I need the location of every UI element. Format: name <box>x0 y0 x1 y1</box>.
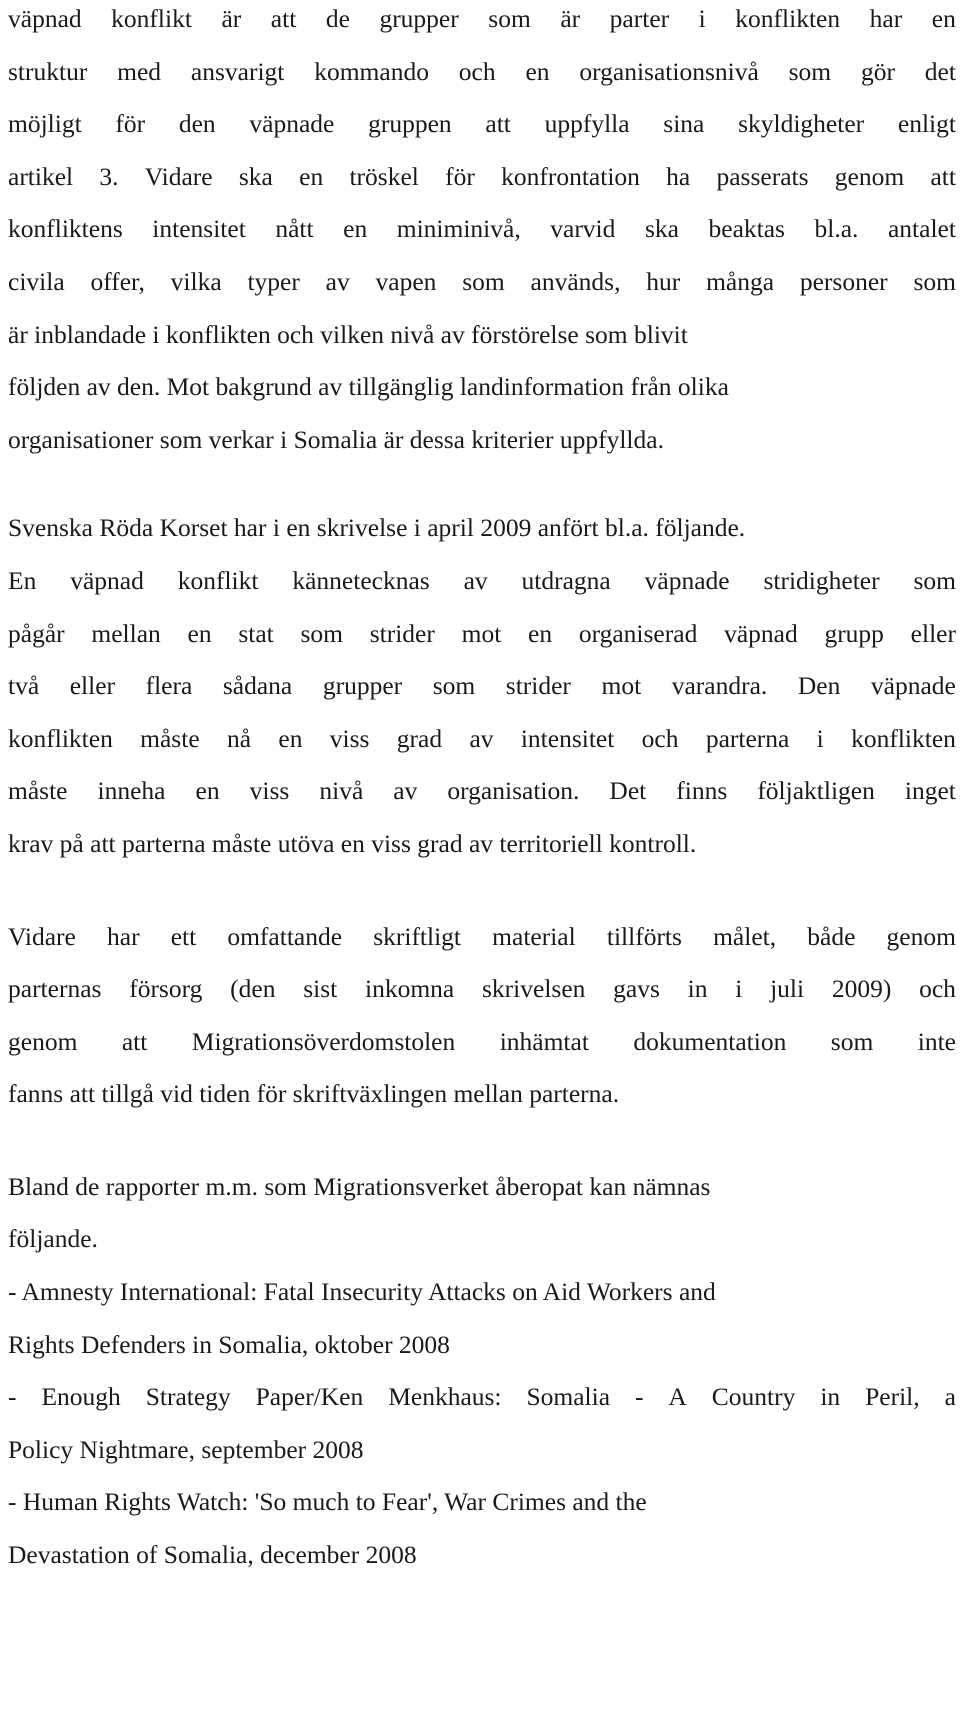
list-item: - Human Rights Watch: 'So much to Fear', War Crimes and the <box>8 1487 647 1517</box>
text-line: krav på att parterna måste utöva en viss grad av territoriell kontroll. <box>8 828 697 858</box>
text-line: struktur med ansvarigt kommando och en organisationsnivå som gör det <box>8 56 956 86</box>
text-line: är inblandade i konflikten och vilken nivå av förstörelse som blivit <box>8 319 688 349</box>
text-line: En väpnad konflikt kännetecknas av utdragna väpnade stridigheter som <box>8 565 956 595</box>
paragraph-report-list <box>8 1161 960 1582</box>
text-line: artikel 3. Vidare ska en tröskel för konfrontation ha passerats genom att <box>8 161 956 191</box>
text-line: organisationer som verkar i Somalia är dessa kriterier uppfyllda. <box>8 424 664 454</box>
text-line: Bland de rapporter m.m. som Migrationsverket åberopat kan nämnas <box>8 1171 711 1201</box>
text-line: civila offer, vilka typer av vapen som används, hur många personer som <box>8 266 956 296</box>
paragraph-red-cross-statement <box>8 502 960 870</box>
text-line: parternas försorg (den sist inkomna skrivelsen gavs in i juli 2009) och <box>8 974 956 1004</box>
text-line: pågår mellan en stat som strider mot en organiserad väpnad grupp eller <box>8 618 956 648</box>
text-line: möjligt för den väpnade gruppen att uppfylla sina skyldigheter enligt <box>8 109 956 139</box>
text-line: fanns att tillgå vid tiden för skriftväxlingen mellan parterna. <box>8 1079 620 1109</box>
text-line: genom att Migrationsöverdomstolen inhämtat dokumentation som inte <box>8 1026 956 1056</box>
paragraph-armed-conflict-criteria <box>8 0 960 466</box>
list-item-continuation: Devastation of Somalia, december 2008 <box>8 1540 417 1570</box>
text-line: Vidare har ett omfattande skriftligt material tillförts målet, både genom <box>8 921 956 951</box>
text-line: Svenska Röda Korset har i en skrivelse i april 2009 anfört bl.a. följande. <box>8 513 746 543</box>
text-line: följande. <box>8 1224 98 1254</box>
text-line: måste inneha en viss nivå av organisation. Det finns följaktligen inget <box>8 776 956 806</box>
paragraph-additional-material <box>8 911 960 1121</box>
paragraph-spacer <box>8 871 960 911</box>
paragraph-spacer <box>8 466 960 502</box>
text-line: följden av den. Mot bakgrund av tillgänglig landinformation från olika <box>8 372 729 402</box>
list-item-continuation: Policy Nightmare, september 2008 <box>8 1434 364 1464</box>
list-item-continuation: Rights Defenders in Somalia, oktober 2008 <box>8 1329 450 1359</box>
list-item: - Enough Strategy Paper/Ken Menkhaus: Somalia - A Country in Peril, a <box>8 1382 956 1412</box>
text-line: konfliktens intensitet nått en miniminivå, varvid ska beaktas bl.a. antalet <box>8 214 956 244</box>
text-line: konflikten måste nå en viss grad av intensitet och parterna i konflikten <box>8 723 956 753</box>
list-item: - Amnesty International: Fatal Insecurity Attacks on Aid Workers and <box>8 1277 716 1307</box>
text-line: väpnad konflikt är att de grupper som är parter i konflikten har en <box>8 4 956 33</box>
paragraph-spacer <box>8 1121 960 1161</box>
text-line: två eller flera sådana grupper som strider mot varandra. Den väpnade <box>8 671 956 701</box>
